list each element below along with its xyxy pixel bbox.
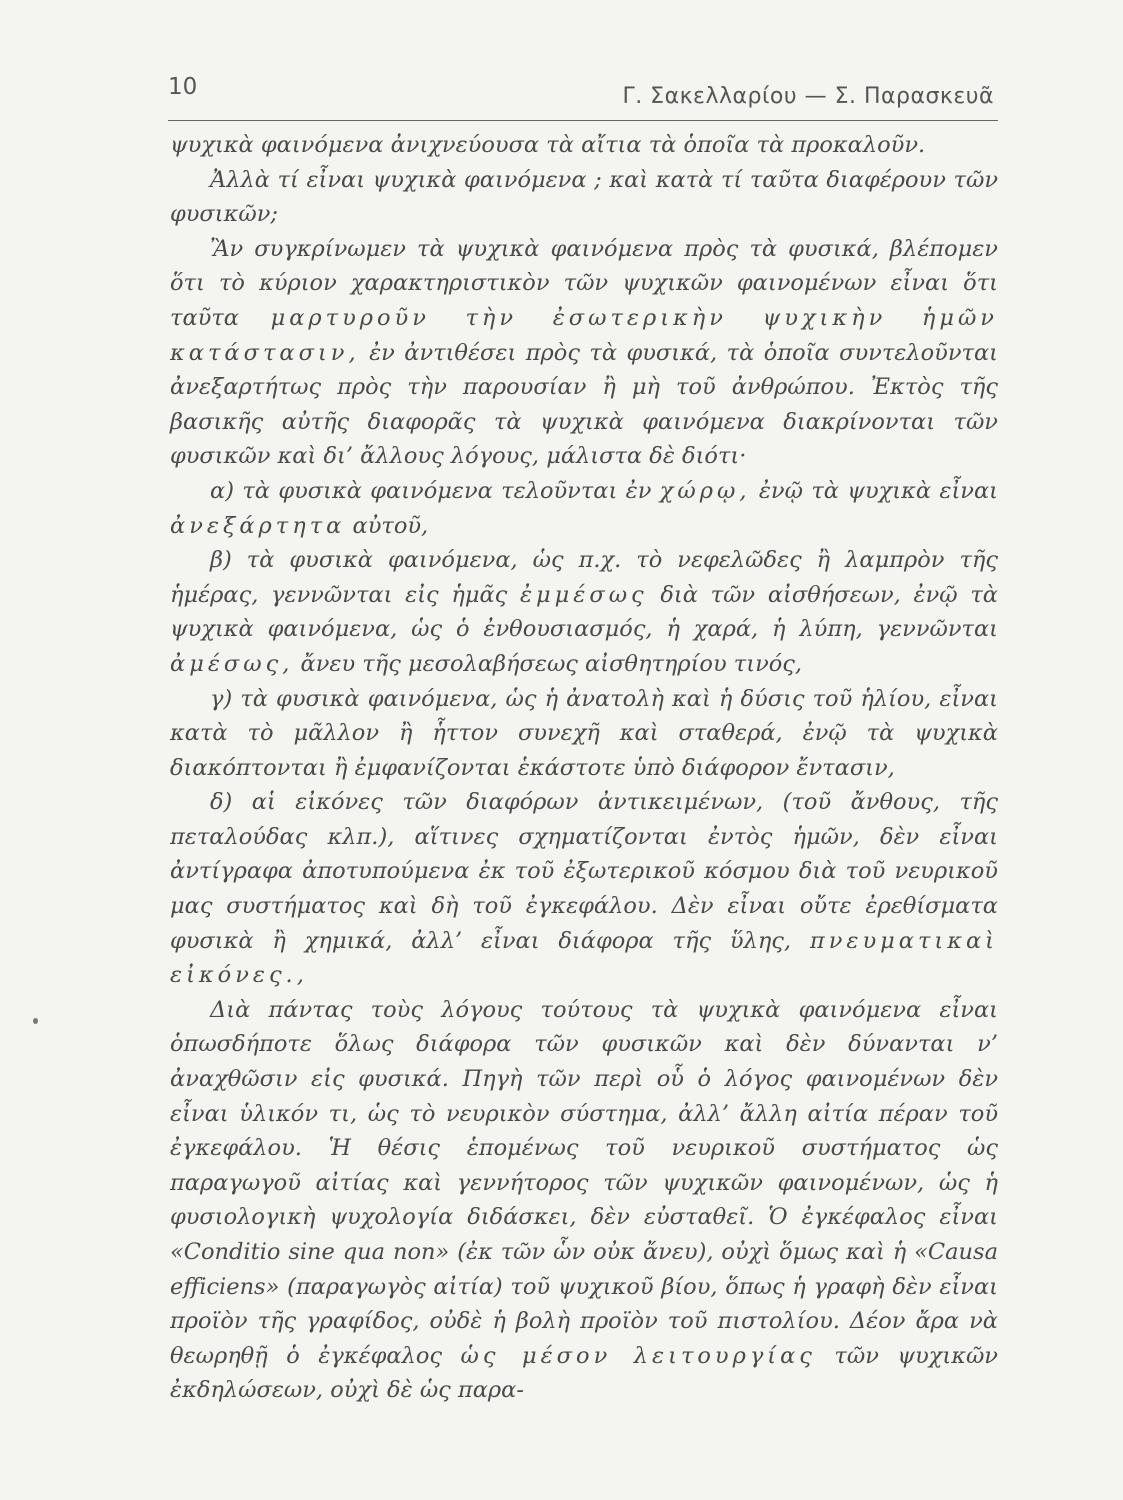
spaced-emphasis: ἐμμέσως <box>519 581 648 608</box>
spaced-emphasis: ἀνεξάρτητα <box>170 512 346 539</box>
text-run: δ) αἱ εἰκόνες τῶν διαφόρων ἀντικειμένων, (τοῦ ἄνθους, τῆς πεταλούδας κλπ.), αἵτινες σχηματίζονται ἐντὸς ἡμῶν, δὲν εἶναι ἀντίγραφα ἀποτυπούμενα ἐκ τοῦ ἐξωτερικοῦ κόσμου διὰ τοῦ νευρικοῦ μας συστήματος καὶ δὴ τοῦ ἐγκεφάλου. Δὲν εἶναι οὔτε ἐρεθίσματα φυσικὰ ἢ χημικά, ἀλλ’ εἶναι διάφορα τῆς ὕλης, <box>170 789 998 954</box>
spaced-emphasis: ἀμέσως, <box>170 650 294 677</box>
spaced-emphasis: πνευματικαὶ εἰκόνες., <box>170 927 998 989</box>
text-run: αὐτοῦ, <box>345 512 429 539</box>
body-text <box>170 128 998 1408</box>
text-run: ἐν ἀντιθέσει πρὸς τὰ φυσικά, τὰ ὁποῖα συντελοῦνται ἀνεξαρτήτως πρὸς τὴν παρουσίαν ἢ μὴ τοῦ ἀνθρώπου. Ἐκτὸς τῆς βασικῆς αὐτῆς διαφορᾶς τὰ ψυχικὰ φαινόμενα διακρίνονται τῶν φυσικῶν καὶ δι’ ἄλλους λόγους, μάλιστα δὲ διότι· <box>170 339 998 470</box>
text-run: διὰ τῶν αἰσθήσεων, ἐνῷ τὰ ψυχικὰ φαινόμενα, ὡς ὁ ἐνθουσιασμός, ἡ χαρά, ἡ λύπη, γεννῶνται <box>170 581 998 643</box>
list-item-c: γ) τὰ φυσικὰ φαινόμενα, ὡς ἡ ἀνατολὴ καὶ ἡ δύσις τοῦ ἡλίου, εἶναι κατὰ τὸ μᾶλλον ἢ ἧττον συνεχῆ καὶ σταθερά, ἐνῷ τὰ ψυχικὰ διακόπτονται ἢ ἐμφανίζονται ἑκάστοτε ὑπὸ διάφορον ἔντασιν, <box>170 685 998 781</box>
text-run: α) τὰ φυσικὰ φαινόμενα τελοῦνται ἐν <box>210 477 660 504</box>
paragraph <box>170 993 998 1408</box>
list-item-d <box>170 785 998 993</box>
spaced-emphasis: χώρῳ, <box>659 477 751 504</box>
text-run: τῶν ψυχικῶν ἐκδηλώσεων, οὐχὶ δὲ ὡς παρα- <box>170 1342 998 1404</box>
running-head: Γ. Σακελλαρίου — Σ. Παρασκευᾶ <box>622 84 994 109</box>
text-run: β) τὰ φυσικὰ φαινόμενα, ὡς π.χ. τὸ νεφελῶδες ἢ λαμπρὸν τῆς ἡμέρας, γεννῶνται εἰς ἡμᾶς <box>170 547 998 608</box>
text-run: ἄνευ τῆς μεσολαβήσεως αἰσθητηρίου τινός, <box>293 650 803 677</box>
text-run: ἐνῷ τὰ ψυχικὰ εἶναι <box>750 477 998 504</box>
spaced-emphasis: ὡς μέσον λειτουργίας <box>460 1342 816 1369</box>
page-header <box>168 70 998 121</box>
scan-speck <box>33 1018 38 1024</box>
paragraph: ψυχικὰ φαινόμενα ἀνιχνεύουσα τὰ αἴτια τὰ ὁποῖα τὰ προκαλοῦν. <box>170 132 926 158</box>
paragraph: Ἀλλὰ τί εἶναι ψυχικὰ φαινόμενα ; καὶ κατὰ τί ταῦτα διαφέρουν τῶν φυσικῶν; <box>170 166 998 228</box>
text-run: Ἂν συγκρίνωμεν τὰ ψυχικὰ φαινόμενα πρὸς τὰ φυσικά, βλέπομεν ὅτι τὸ κύριον χαρακτηριστικὸν τῶν ψυχικῶν φαινομένων εἶναι ὅτι ταῦτα <box>170 235 998 331</box>
list-item-a <box>170 474 998 543</box>
list-item-b <box>170 543 998 681</box>
paragraph <box>170 232 998 474</box>
page-number: 10 <box>168 74 198 100</box>
text-run: Διὰ πάντας τοὺς λόγους τούτους τὰ ψυχικὰ φαινόμενα εἶναι ὁπωσδήποτε ὅλως διάφορα τῶν φυσικῶν καὶ δὲν δύνανται ν’ ἀναχθῶσιν εἰς φυσικά. Πηγὴ τῶν περὶ οὗ ὁ λόγος φαινομένων δὲν εἶναι ὑλικόν τι, ὡς τὸ νευρικὸν σύστημα, ἀλλ’ ἄλλη αἰτία πέραν τοῦ ἐγκεφάλου. Ἡ θέσις ἑπομένως τοῦ νευρικοῦ συστήματος ὡς παραγωγοῦ αἰτίας καὶ γεννήτορος τῶν ψυχικῶν φαινομένων, ὡς ἡ φυσιολογικὴ ψυχολογία διδάσκει, δὲν εὐσταθεῖ. Ὁ ἐγκέφαλος εἶναι «Conditio sine qua non» (ἐκ τῶν ὧν οὐκ ἄνευ), οὐχὶ ὅμως καὶ ἡ «Causa efficiens» (παραγωγὸς αἰτία) τοῦ ψυχικοῦ βίου, ὅπως ἡ γραφὴ δὲν εἶναι προϊὸν τῆς γραφίδος, οὐδὲ ἡ βολὴ προϊὸν τοῦ πιστολίου. Δέον ἄρα νὰ θεωρηθῇ ὁ ἐγκέφαλος <box>170 996 998 1369</box>
spaced-emphasis: μαρτυροῦν τὴν ἐσωτερικὴν ψυχικὴν ἡμῶν κατάστασιν, <box>170 304 998 366</box>
